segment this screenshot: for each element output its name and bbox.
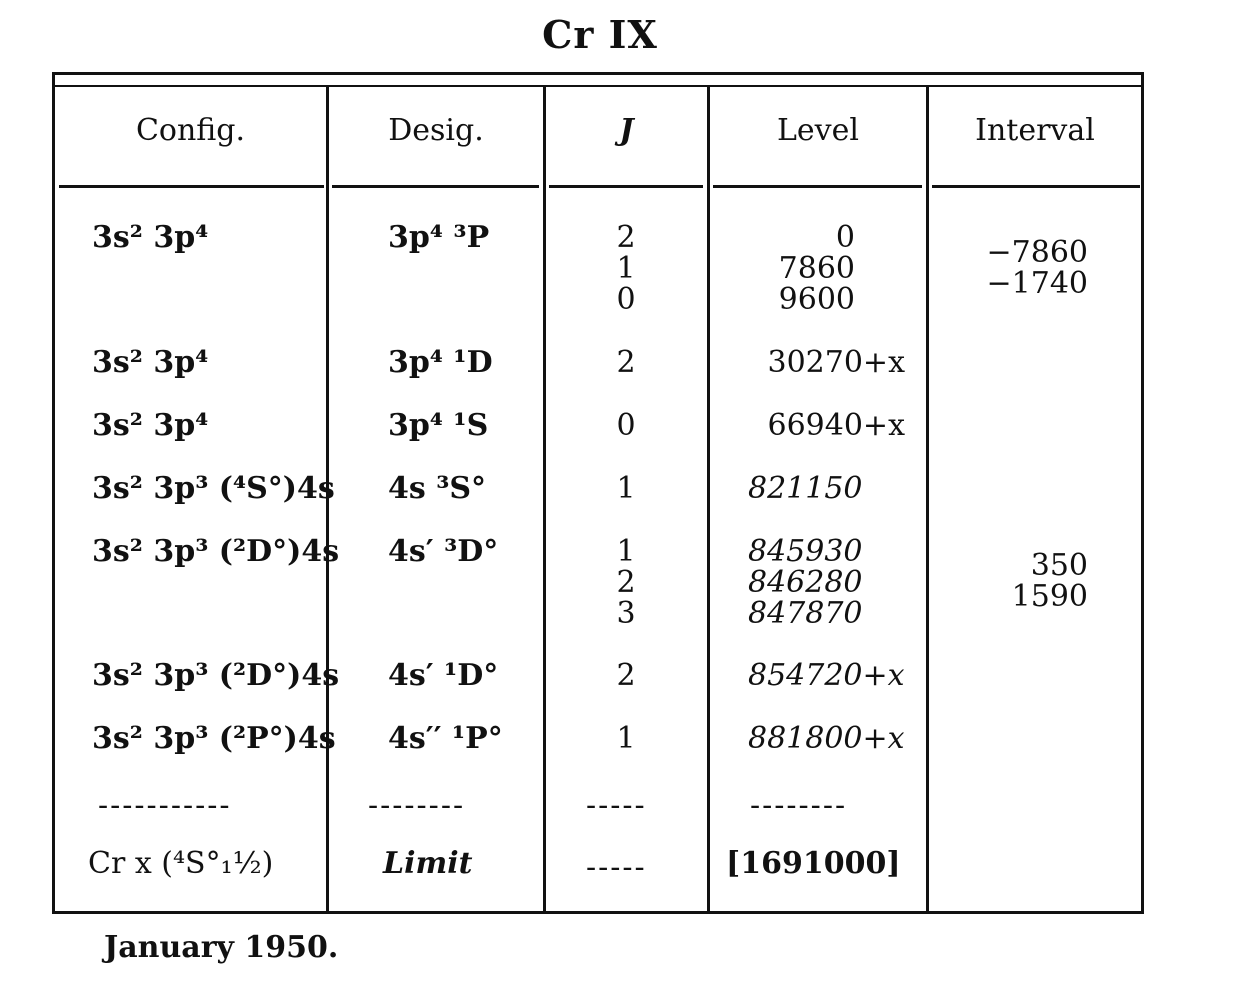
row-interval: 1590 bbox=[1011, 579, 1088, 614]
row-j: 2 bbox=[616, 658, 636, 693]
row-interval: −1740 bbox=[986, 266, 1088, 301]
header-config: Config. bbox=[135, 113, 246, 148]
limit-level: [1691000] bbox=[726, 846, 901, 881]
row-config: 3s² 3p³ (²D°)4s bbox=[92, 534, 340, 569]
row-level: 845930 bbox=[748, 534, 863, 569]
row-config: 3s² 3p³ (⁴S°)4s bbox=[92, 471, 335, 506]
row-level: 821150 bbox=[748, 471, 863, 506]
date-footer: January 1950. bbox=[104, 930, 339, 965]
header-rule bbox=[713, 185, 922, 188]
table-title: Cr IX bbox=[542, 12, 658, 57]
row-j: 2 bbox=[616, 565, 636, 600]
row-desig: 4s′ ¹D° bbox=[388, 658, 499, 693]
row-level: 846280 bbox=[748, 565, 863, 600]
row-desig: 4s ³S° bbox=[388, 471, 487, 506]
column-divider bbox=[707, 87, 710, 911]
header-desig: Desig. bbox=[388, 113, 484, 148]
header-interval: Interval bbox=[975, 113, 1095, 148]
row-j: 1 bbox=[616, 721, 636, 756]
row-level: 847870 bbox=[748, 596, 863, 631]
row-level: 66940+x bbox=[767, 408, 905, 443]
row-interval: 350 bbox=[1030, 548, 1088, 583]
separator-desig: -------- bbox=[368, 788, 466, 823]
row-level: 0 bbox=[835, 220, 855, 255]
header-rule bbox=[549, 185, 703, 188]
row-j: 1 bbox=[616, 471, 636, 506]
row-desig: 4s′ ³D° bbox=[388, 534, 499, 569]
header-rule bbox=[932, 185, 1140, 188]
row-desig: 4s′′ ¹P° bbox=[388, 721, 503, 756]
separator-config: ----------- bbox=[98, 788, 232, 823]
row-desig: 3p⁴ ¹S bbox=[388, 408, 489, 443]
row-j: 2 bbox=[616, 220, 636, 255]
limit-config: Cr x (⁴S°₁½) bbox=[88, 846, 274, 881]
row-desig: 3p⁴ ¹D bbox=[388, 345, 493, 380]
row-j: 1 bbox=[616, 534, 636, 569]
separator-j: ----- bbox=[586, 788, 647, 823]
row-level: 7860 bbox=[778, 251, 855, 286]
row-j: 3 bbox=[616, 596, 636, 631]
header-level: Level bbox=[777, 113, 859, 148]
limit-desig: Limit bbox=[383, 846, 473, 881]
row-level: 881800+x bbox=[748, 721, 905, 756]
row-level: 30270+x bbox=[767, 345, 905, 380]
separator-level: -------- bbox=[750, 788, 848, 823]
row-config: 3s² 3p³ (²P°)4s bbox=[92, 721, 336, 756]
table-top-rule bbox=[55, 85, 1141, 87]
row-j: 0 bbox=[616, 282, 636, 317]
row-config: 3s² 3p⁴ bbox=[92, 345, 209, 380]
row-j: 1 bbox=[616, 251, 636, 286]
header-j: J bbox=[619, 113, 634, 148]
row-config: 3s² 3p³ (²D°)4s bbox=[92, 658, 340, 693]
row-desig: 3p⁴ ³P bbox=[388, 220, 490, 255]
row-j: 2 bbox=[616, 345, 636, 380]
limit-j: ----- bbox=[586, 850, 647, 885]
row-config: 3s² 3p⁴ bbox=[92, 220, 209, 255]
column-divider bbox=[543, 87, 546, 911]
row-level: 9600 bbox=[778, 282, 855, 317]
header-rule bbox=[332, 185, 539, 188]
row-j: 0 bbox=[616, 408, 636, 443]
column-divider bbox=[926, 87, 929, 911]
row-config: 3s² 3p⁴ bbox=[92, 408, 209, 443]
row-level: 854720+x bbox=[748, 658, 905, 693]
header-rule bbox=[59, 185, 324, 188]
row-interval: −7860 bbox=[986, 235, 1088, 270]
